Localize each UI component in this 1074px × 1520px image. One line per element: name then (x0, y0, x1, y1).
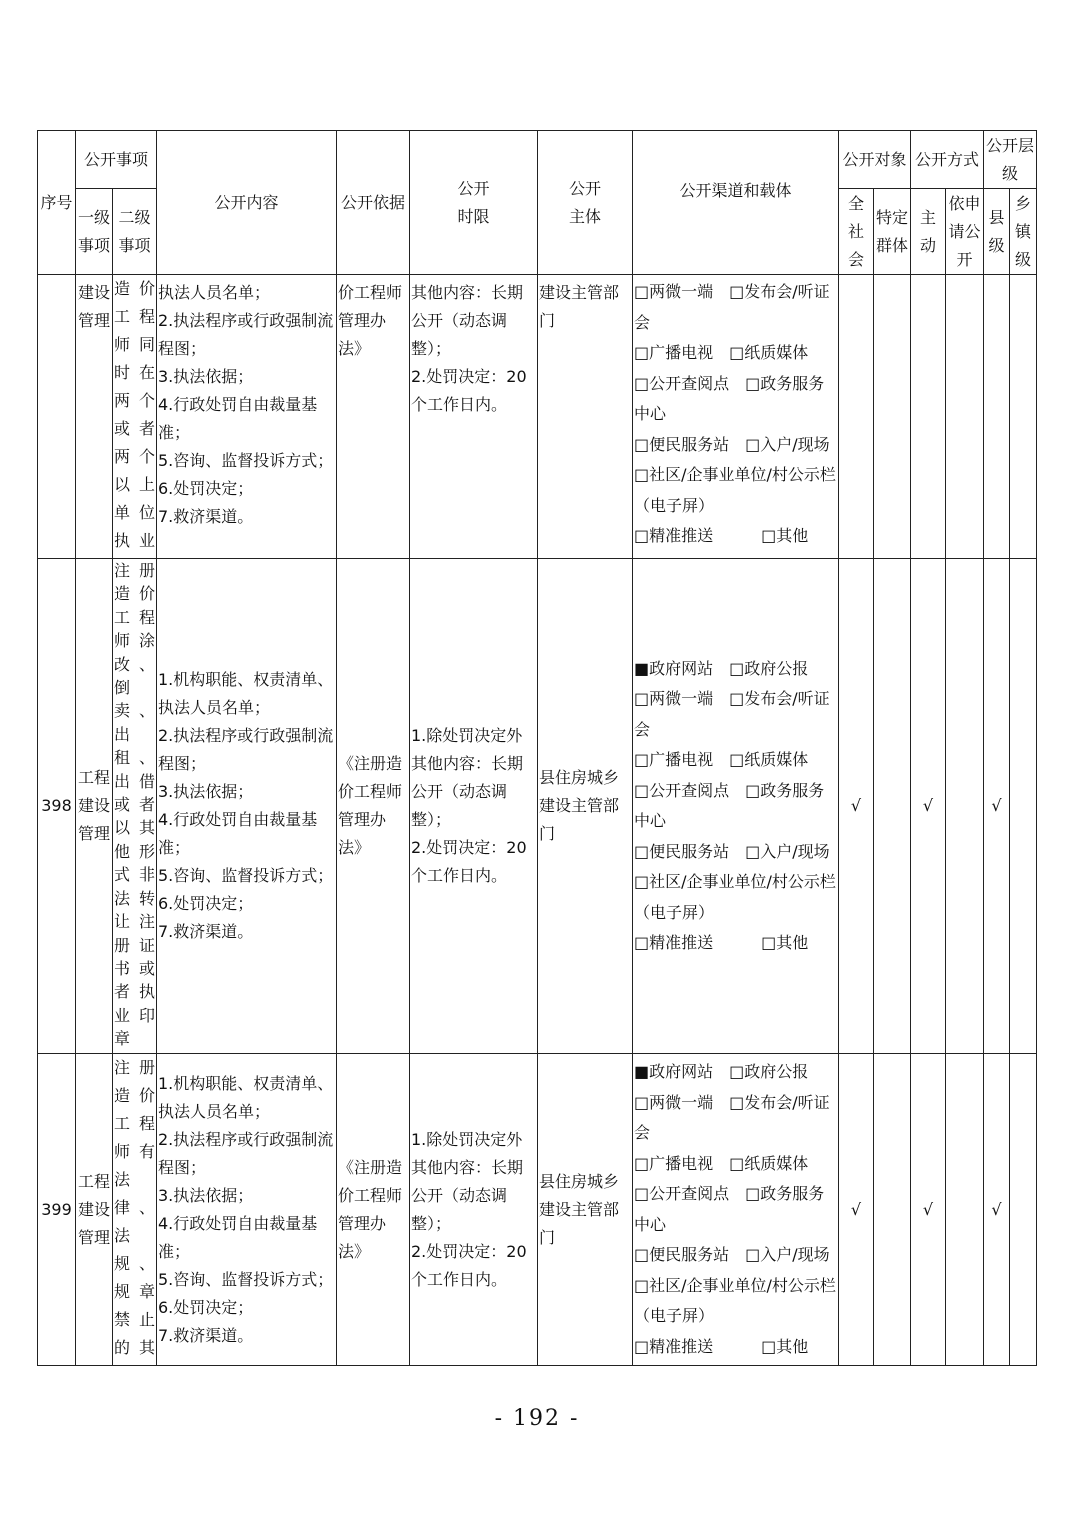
row-channel: ■政府网站 □政府公报 □两微一端 □发布会/听证会 □广播电视 □纸质媒体 □公开查阅点 □政务服务中心 □便民服务站 □入户/现场 □社区/企事业单位/村公示栏（电子屏） □精准推送 □其他 (633, 559, 839, 1054)
header-level2: 二级 事项 (113, 189, 157, 275)
row-all-society (839, 275, 874, 559)
row-content: 1.机构职能、权责清单、执法人员名单； 2.执法程序或行政强制流程图； 3.执法依据； 4.行政处罚自由裁量基准； 5.咨询、监督投诉方式； 6.处罚决定； 7.救济渠道。 (157, 1054, 337, 1366)
row-basis: 《注册造价工程师管理办法》 (337, 559, 410, 1054)
row-on-request (946, 1054, 984, 1366)
row-subject: 县住房城乡建设主管部门 (538, 559, 633, 1054)
header-active: 主 动 (911, 189, 946, 275)
header-method-group: 公开方式 (911, 131, 984, 189)
row-township (1010, 1054, 1037, 1366)
row-active: √ (911, 1054, 946, 1366)
row-level2: 造价 工程 师同 时在 两个 或者 两个 以上 单位 执业 (113, 275, 157, 559)
row-subject: 县住房城乡建设主管部门 (538, 1054, 633, 1366)
row-basis: 《注册造价工程师管理办法》 (337, 1054, 410, 1366)
row-county: √ (984, 559, 1010, 1054)
row-level2: 注册 造价 工程 师涂 改、 倒 卖、 出 租、 出借 或者 以其 他形 式非 法转 让注 册证 书或 者执 业印 章 (113, 559, 157, 1054)
table-row (38, 559, 1037, 1054)
row-time-limit: 其他内容：长期公开（动态调整）； 2.处罚决定：20个工作日内。 (410, 275, 538, 559)
row-level1: 工程 建设 管理 (76, 1054, 113, 1366)
row-level1: 建设 管理 (76, 275, 113, 559)
row-on-request (946, 275, 984, 559)
row-level1: 工程 建设 管理 (76, 559, 113, 1054)
row-specific-group (874, 1054, 911, 1366)
row-county (984, 275, 1010, 559)
header-level-group: 公开层 级 (984, 131, 1037, 189)
row-time-limit: 1.除处罚决定外其他内容：长期公开（动态调整）； 2.处罚决定：20个工作日内。 (410, 559, 538, 1054)
header-basis: 公开依据 (337, 131, 410, 275)
header-subject: 公开 主体 (538, 131, 633, 275)
row-active: √ (911, 559, 946, 1054)
row-active (911, 275, 946, 559)
row-content: 执法人员名单； 2.执法程序或行政强制流程图； 3.执法依据； 4.行政处罚自由裁量基准； 5.咨询、监督投诉方式； 6.处罚决定； 7.救济渠道。 (157, 275, 337, 559)
row-seq (38, 275, 76, 559)
header-seq: 序号 (38, 131, 76, 275)
row-subject: 建设主管部门 (538, 275, 633, 559)
row-seq: 398 (38, 559, 76, 1054)
page-number: - 192 - (494, 1406, 580, 1431)
row-township (1010, 559, 1037, 1054)
table-row (38, 275, 1037, 559)
row-specific-group (874, 559, 911, 1054)
header-time-limit: 公开 时限 (410, 131, 538, 275)
row-specific-group (874, 275, 911, 559)
header-specific-group: 特定 群体 (874, 189, 911, 275)
row-time-limit: 1.除处罚决定外其他内容：长期公开（动态调整）； 2.处罚决定：20个工作日内。 (410, 1054, 538, 1366)
header-on-request: 依申 请公 开 (946, 189, 984, 275)
row-channel: □两微一端 □发布会/听证会 □广播电视 □纸质媒体 □公开查阅点 □政务服务中心 □便民服务站 □入户/现场 □社区/企事业单位/村公示栏（电子屏） □精准推送 □其他 (633, 275, 839, 559)
row-level2: 注册 造价 工程 师有 法 律、 法 规、 规章 禁止 的其 (113, 1054, 157, 1366)
header-item-group: 公开事项 (76, 131, 157, 189)
header-level1: 一级 事项 (76, 189, 113, 275)
row-all-society: √ (839, 1054, 874, 1366)
row-seq: 399 (38, 1054, 76, 1366)
header-township: 乡 镇 级 (1010, 189, 1037, 275)
header-all-society: 全 社 会 (839, 189, 874, 275)
header-channel: 公开渠道和载体 (633, 131, 839, 275)
row-basis: 价工程师管理办法》 (337, 275, 410, 559)
table-row (38, 1054, 1037, 1366)
disclosure-table (37, 130, 1037, 1366)
header-target-group: 公开对象 (839, 131, 911, 189)
row-content: 1.机构职能、权责清单、执法人员名单； 2.执法程序或行政强制流程图； 3.执法依据； 4.行政处罚自由裁量基准； 5.咨询、监督投诉方式； 6.处罚决定； 7.救济渠道。 (157, 559, 337, 1054)
row-all-society: √ (839, 559, 874, 1054)
row-on-request (946, 559, 984, 1054)
row-county: √ (984, 1054, 1010, 1366)
header-content: 公开内容 (157, 131, 337, 275)
row-channel: ■政府网站 □政府公报 □两微一端 □发布会/听证会 □广播电视 □纸质媒体 □公开查阅点 □政务服务中心 □便民服务站 □入户/现场 □社区/企事业单位/村公示栏（电子屏） □精准推送 □其他 (633, 1054, 839, 1366)
header-county: 县 级 (984, 189, 1010, 275)
header-row-1 (38, 131, 1037, 189)
row-township (1010, 275, 1037, 559)
